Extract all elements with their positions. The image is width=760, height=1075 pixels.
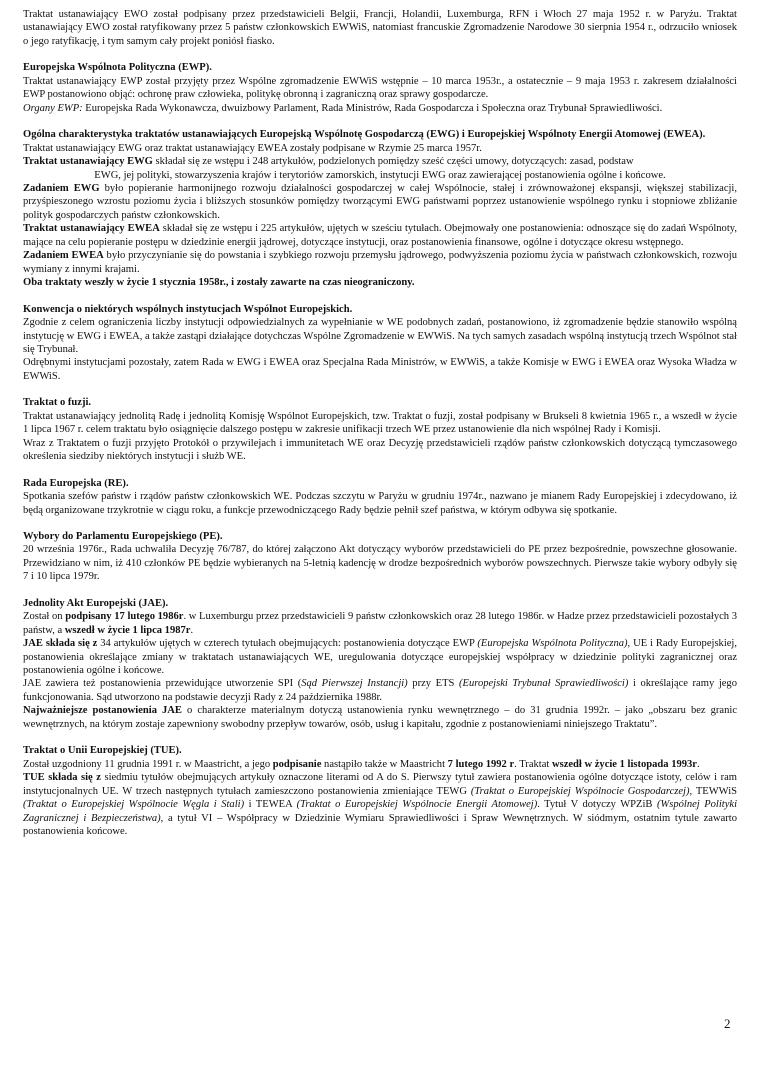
ewg-paragraph-5-lead: Zadaniem EWEA [23, 250, 104, 262]
page-number: 2 [724, 1016, 731, 1031]
konwencja-paragraph-1: Zgodnie z celem ograniczenia liczby instytucji odpowiedzialnych za wypełnianie w WE podobnych zadań, postanowiono, iż zgromadzenie będzie stanowiło wspólną instytucję w EWG i EWEA, a także zastąpi działające dotychczas Wspólne Zgromadzenie w EWWiS. Na tych samych zasadach wspólną instytucją trzech Wspólnot stał się Trybunał. [23, 317, 737, 355]
tue-p2-text-h: . Tytuł V dotyczy WPZiB [537, 799, 657, 811]
jae-p2-text-d: UE i Rady Europejskiej, postanowienia określające zmiany w traktatach ustanawiających WE, uregulowania dotyczące europejskiej współpracy w dziedzinie polityki zagranicznej oraz postanowienia ogólne i końcowe. [23, 638, 738, 677]
ewg-paragraph-2-continuation: EWG, jej polityki, stowarzyszenia krajów i terytoriów zamorskich, instytucji EWG oraz zawierającej postanowienia ogólne i końcowe. [94, 169, 666, 181]
re-paragraph: Spotkania szefów państw i rządów państw członkowskich WE. Podczas szczytu w Paryżu w grudniu 1974r., nazwano je mianem Rady Europejskiej i zdecydowano, iż będą organizowane trzykrotnie w ciągu roku, a funkcje przewodniczącego Rady będzie pełnił szef państwa, w którym odbywa się spotkanie. [23, 491, 737, 516]
document-page [23, 8, 737, 838]
ewp-organs-text: Europejska Rada Wykonawcza, dwuizbowy Parlament, Rada Ministrów, Rada Gospodarcza i Społeczna oraz Trybunał Sprawiedliwości. [82, 102, 663, 114]
ewg-paragraph-3 [23, 182, 737, 222]
tue-p1-text-c: nastąpiło także w Maastricht [321, 758, 448, 770]
jae-p2-lead: JAE składa się z [23, 638, 98, 650]
tue-p1-text-g: . [696, 758, 700, 770]
tue-p1-text-e: . Traktat [514, 758, 552, 770]
ewg-paragraph-2-text: składał się ze wstępu i 248 artykułów, podzielonych pomiędzy sześć części umowy, dotyczących: zasad, podstaw [152, 156, 634, 168]
tue-p2-tewea-expansion: (Traktat o Europejskiej Wspólnocie Energii Atomowej) [296, 799, 538, 811]
jae-p3-ets-expansion: (Europejski Trybunał Sprawiedliwości) [459, 678, 629, 690]
tue-p2-text-f: i TEWEA [244, 799, 297, 811]
jae-p1-text-a: Został on [23, 611, 66, 623]
jae-p3-text-e: i określające ramy jego funkcjonowania. Sąd utworzono na podstawie decyzji Rady z 24 października 1988r. [23, 678, 737, 703]
jae-p1-in-force: wszedł w życie 1 lipca 1987r [64, 624, 191, 636]
konwencja-paragraph-2: Odrębnymi instytucjami pozostały, zatem Rada w EWG i EWEA oraz Specjalna Rada Ministrów, w EWWiS, a także Komisje w EWG i EWEA oraz Wysoka Władza w EWWiS. [23, 357, 737, 382]
tue-p2-lead: TUE składa się z [23, 772, 101, 784]
tue-p2-text-d: , TEWWiS [689, 785, 737, 797]
tue-p1-in-force: wszedł w życie 1 listopada 1993r [551, 758, 697, 770]
tue-p1-text-a: Został uzgodniony 11 grudnia 1991 r. w Maastricht, a jego [23, 758, 273, 770]
fuzja-paragraph-2: Wraz z Traktatem o fuzji przyjęto Protokół o przywilejach i immunitetach WE oraz Decyzję przedstawicieli rządów państw członkowskich dotyczącą tymczasowego określenia siedziby niektórych instytucji i służb WE. [23, 437, 737, 463]
tue-p1-signing: podpisanie [272, 758, 322, 770]
jae-p3-spi-expansion: Sąd Pierwszej Instancji) [301, 678, 408, 690]
ewg-paragraph-5-text: było przyczynianie się do powstania i szybkiego rozwoju przemysłu jądrowego, podwyższenia poziomu życia w państwach członkowskich, rozwoju wymiany z innymi krajami. [23, 250, 737, 275]
ewg-heading: Ogólna charakterystyka traktatów ustanawiających Europejską Wspólnotę Gospodarczą (EWG) i Europejskiej Wspólnoty Energii Atomowej (EWEA). [23, 129, 706, 141]
ewg-paragraph-2 [23, 155, 737, 168]
jae-p1-text-e: . [190, 624, 194, 636]
ewg-paragraph-2-lead: Traktat ustanawiający EWG [23, 156, 153, 168]
pe-heading: Wybory do Parlamentu Europejskiego (PE). [23, 530, 223, 542]
ewo-paragraph: Traktat ustanawiający EWO został podpisany przez przedstawicieli Belgii, Francji, Holandii, Luxemburga, RFN i Włoch 27 maja 1952 r. w Paryżu. Traktat ustanawiający EWO został ratyfikowany przez 5 państw członkowskich EWWiS, natomiast francuskie Zgromadzenie Narodowe 30 sierpnia 1954 r., odrzuciło wniosek o jego ratyfikację, i tym samym cały projekt poniósł fiasko. [23, 9, 737, 47]
fuzja-heading: Traktat o fuzji. [23, 397, 92, 409]
pe-paragraph: 20 września 1976r., Rada uchwaliła Decyzję 76/787, do której załączono Akt dotyczący wyborów przedstawicieli do PE przez bezpośrednie, powszechne głosowanie. Przewidziano w nim, iż 410 członków PE będzie wybieranych na 5-letnią kadencję w drodze bezpośrednich wyborów powszechnych. Pierwsze takie wybory odbyły się 7 i 10 lipca 1979r. [23, 544, 737, 583]
ewp-heading: Europejska Wspólnota Polityczna (EWP). [23, 62, 212, 74]
ewg-paragraph-3-text: było popieranie harmonijnego rozwoju działalności gospodarczej w całej Wspólnocie, stałej i zrównoważonej ekspansji, większej stabilizacji, przyśpieszonego wzrostu poziomu życia i bliższych stosunków pomiędzy tworzącymi EWG państwami poprzez ustanowienie wspólnego rynku i stopniowe zbliżanie polityk gospodarczych państw członkowskich. [23, 182, 737, 221]
re-heading: Rada Europejska (RE). [23, 477, 129, 489]
jae-paragraph-4 [23, 704, 737, 731]
jae-p4-lead: Najważniejsze postanowienia JAE [23, 705, 182, 717]
jae-paragraph-2 [23, 637, 737, 677]
fuzja-paragraph-1: Traktat ustanawiający jednolitą Radę i jednolitą Komisję Wspólnot Europejskich, tzw. Traktat o fuzji, został podpisany w Brukseli 8 kwietnia 1965 r., a wszedł w życie 1 lipca 1967 r. celem traktatu było osiągnięcie dalszego postępu w zakresie unifikacji trzech WE przez ustanowienie dla nich wspólnej Rady i Komisji. [23, 410, 737, 436]
konwencja-heading: Konwencja o niektórych wspólnych instytucjach Wspólnot Europejskich. [23, 303, 353, 315]
ewp-paragraph: Traktat ustanawiający EWP został przyjęty przez Wspólne zgromadzenie EWWiS wstępnie – 10 marca 1953r., a ostatecznie – 9 maja 1953 r. zakresem działalności EWP postanowiono objąć: ochronę praw człowieka, politykę obronną i zagraniczną oraz sprawy gospodarcze. [23, 75, 737, 101]
jae-p2-text-b: 34 artykułów ujętych w czterech tytułach obejmujących: postanowienia dotyczące EWP [97, 638, 478, 650]
ewg-paragraph-1: Traktat ustanawiający EWG oraz traktat ustanawiający EWEA zostały podpisane w Rzymie 25 marca 1957r. [23, 142, 482, 154]
jae-p2-ewp-expansion: (Europejska Wspólnota Polityczna), [477, 638, 631, 650]
ewg-paragraph-4-lead: Traktat ustanawiający EWEA [23, 223, 160, 235]
tue-p2-tewg-expansion: (Traktat o Europejskiej Wspólnocie Gospodarczej) [470, 785, 690, 797]
ewg-paragraph-6: Oba traktaty weszły w życie 1 stycznia 1958r., i zostały zawarte na czas nieograniczony. [23, 277, 415, 289]
tue-p2-wpzib-expansion: (Wspólnej Polityki Zagranicznej i Bezpieczeństwa) [23, 799, 737, 824]
jae-paragraph-1 [23, 610, 737, 637]
tue-paragraph-1 [23, 758, 737, 771]
jae-p4-text: o charakterze materialnym dotyczą ustanowienia rynku wewnętrznego – do 31 grudnia 1992r. – jako „obszaru bez granic wewnętrznych, na którym zostaje zapewniony swobodny przepływ towarów, osób, usług i kapitału, zgodnie z postanowieniami niniejszego Traktatu”. [23, 705, 737, 730]
tue-p2-tewwis-expansion: (Traktat o Europejskiej Wspólnocie Węgla i Stali) [23, 799, 245, 811]
jae-p1-signed: podpisany 17 lutego 1986r [65, 611, 184, 623]
ewg-paragraph-5 [23, 249, 737, 276]
jae-p3-text-c: przy ETS [407, 678, 460, 690]
jae-heading: Jednolity Akt Europejski (JAE). [23, 597, 169, 609]
jae-p3-text-a: JAE zawiera też postanowienia przewidujące utworzenie SPI ( [23, 678, 302, 690]
tue-p1-date: 7 lutego 1992 r [447, 758, 515, 770]
ewp-organs-paragraph [23, 102, 737, 115]
ewp-organs-label: Organy EWP: [23, 102, 83, 114]
ewg-paragraph-4 [23, 222, 737, 249]
tue-heading: Traktat o Unii Europejskiej (TUE). [23, 745, 182, 757]
tue-p2-text-j: , a tytuł VI – Współpracy w Dziedzinie Wymiaru Sprawiedliwości i Spraw Wewnętrznych. W siódmym, ostatnim tytule zawarto postanowienia końcowe. [23, 812, 737, 838]
jae-p1-text-c: . w Luxemburgu przez przedstawicieli 9 państw członkowskich oraz 28 lutego 1986r. w Hadze przez przedstawicieli pozostałych 3 państw, a [23, 611, 737, 636]
jae-paragraph-3 [23, 677, 737, 704]
ewg-paragraph-3-lead: Zadaniem EWG [23, 182, 100, 194]
ewg-paragraph-4-text: składał się ze wstępu i 225 artykułów, ujętych w sześciu tytułach. Obejmowały one postanowienia: odnoszące się do zadań Wspólnoty, mające na celu popieranie postępu w dziedzinie energii jądrowej, dotyczące instytucji, oraz postanowienia finansowe, ogólne i dotyczące okresu wstępnego. [23, 223, 737, 248]
tue-p2-text-b: siedmiu tytułów obejmujących artykuły oznaczone literami od A do S. Pierwszy tytuł zawiera postanowienia ogólne dotyczące istoty, celów i ram instytucjonalnych UE. W trzech następnych tytułach zamieszczono postanowienia zmieniające TEWG [23, 772, 737, 797]
tue-paragraph-2 [23, 771, 737, 838]
